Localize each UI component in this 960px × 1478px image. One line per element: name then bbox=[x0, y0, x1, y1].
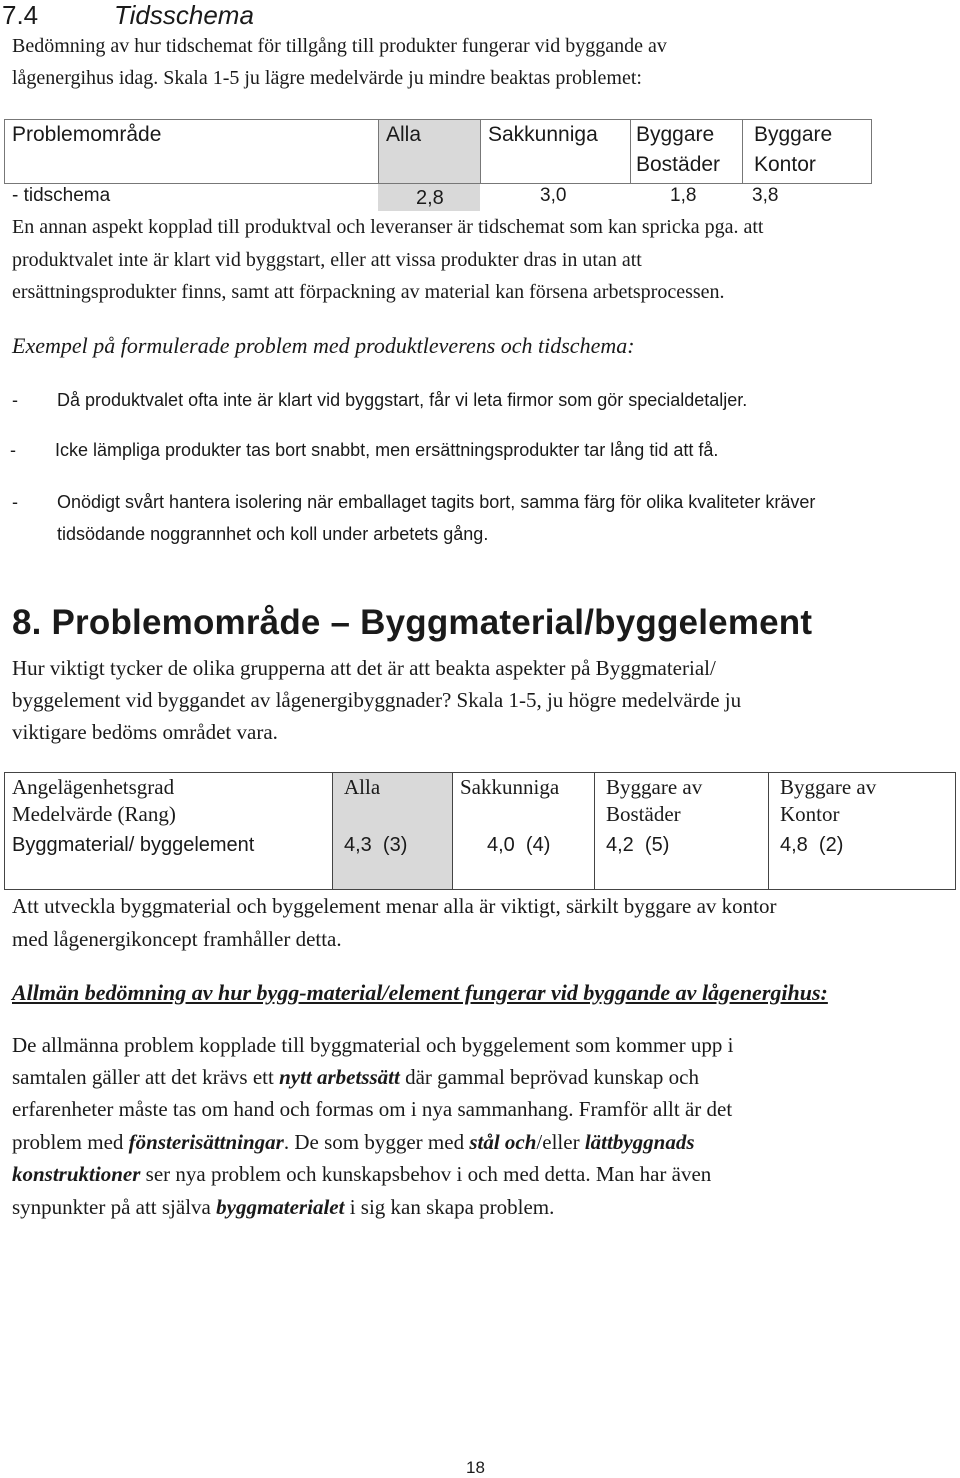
body-emphasis: konstruktioner bbox=[12, 1162, 141, 1186]
value-kontor: 3,8 bbox=[752, 185, 779, 206]
body-text: problem med bbox=[12, 1130, 129, 1154]
intro-line: lågenergihus idag. Skala 1-5 ju lägre medelvärde ju mindre beaktas problemet: bbox=[12, 67, 642, 89]
list-dash: - bbox=[12, 390, 18, 410]
intro-line: Bedömning av hur tidschemat för tillgång till produkter fungerar vid byggande av bbox=[12, 35, 667, 57]
body-text: ser nya problem och kunskapsbehov i och med detta. Man har även bbox=[140, 1162, 712, 1186]
value-sakkunniga: 4,0 (4) bbox=[487, 834, 551, 856]
byggmaterial-table bbox=[4, 772, 956, 890]
value-alla: 2,8 bbox=[416, 187, 444, 209]
header-kontor: Kontor bbox=[780, 802, 840, 826]
list-item-text: Onödigt svårt hantera isolering när emballaget tagits bort, samma färg för olika kvaliteter kräver bbox=[57, 492, 816, 512]
header-angelagenhetsgrad: Angelägenhetsgrad bbox=[12, 775, 175, 799]
value-bostader: 4,2 (5) bbox=[606, 834, 670, 856]
header-alla: Alla bbox=[386, 123, 422, 146]
table-rule bbox=[594, 772, 595, 890]
table-rule bbox=[4, 119, 5, 183]
body-emphasis: fönsterisättningar bbox=[128, 1130, 284, 1154]
body-text: samtalen gäller att det krävs ett bbox=[12, 1065, 280, 1089]
body-line: De allmänna problem kopplade till byggmaterial och byggelement som kommer upp i bbox=[12, 1033, 734, 1057]
value-sakkunniga: 3,0 bbox=[540, 185, 567, 206]
summary-line: Att utveckla byggmaterial och byggelement menar alla är viktigt, särkilt byggare av kontor bbox=[12, 894, 777, 918]
table-rule bbox=[768, 772, 769, 890]
list-item bbox=[12, 492, 942, 548]
header-sakkunniga: Sakkunniga bbox=[460, 775, 560, 799]
body-line bbox=[12, 1065, 699, 1090]
list-item-text: Då produktvalet ofta inte är klart vid byggstart, får vi leta firmor som gör specialdetaljer. bbox=[57, 390, 748, 410]
table-rule bbox=[378, 119, 379, 183]
section-heading: 8. Problemområde – Byggmaterial/byggelement bbox=[12, 603, 813, 642]
list-dash: - bbox=[10, 440, 16, 460]
header-kontor: Kontor bbox=[754, 153, 816, 176]
row-label: - tidschema bbox=[12, 185, 111, 206]
list-item-text: tidsödande noggrannhet och koll under arbetets gång. bbox=[57, 524, 489, 544]
body-line bbox=[12, 1195, 554, 1220]
value-kontor: 4,8 (2) bbox=[780, 834, 844, 856]
row-label: Byggmaterial/ byggelement bbox=[12, 834, 255, 856]
section-title: Tidsschema bbox=[114, 0, 254, 30]
body-emphasis: byggmaterialet bbox=[216, 1195, 345, 1219]
body-text: . De som bygger med bbox=[283, 1130, 470, 1154]
page-number: 18 bbox=[466, 1458, 485, 1477]
table-rule bbox=[742, 119, 743, 183]
paragraph-line: En annan aspekt kopplad till produktval och leveranser är tidschemat som kan spricka pga. att bbox=[12, 216, 764, 238]
summary-line: med lågenergikoncept framhåller detta. bbox=[12, 927, 342, 951]
header-kontor: Byggare av bbox=[780, 775, 877, 799]
table-rule bbox=[332, 772, 333, 890]
body-emphasis: nytt arbetssätt bbox=[279, 1065, 400, 1089]
body-emphasis: stål och bbox=[469, 1130, 537, 1154]
header-bostader: Bostäder bbox=[606, 802, 681, 826]
header-alla: Alla bbox=[344, 775, 381, 799]
body-line bbox=[12, 1162, 711, 1187]
header-medelvarde: Medelvärde (Rang) bbox=[12, 802, 176, 826]
table-rule bbox=[630, 119, 631, 183]
list-item bbox=[10, 440, 910, 464]
intro-line: viktigare bedöms området vara. bbox=[12, 720, 278, 744]
table-rule bbox=[4, 889, 956, 890]
body-text: där gammal beprövad kunskap och bbox=[399, 1065, 700, 1089]
table-rule bbox=[955, 772, 956, 890]
allman-heading: Allmän bedömning av hur bygg-material/element fungerar vid byggande av lågenergihus: bbox=[12, 980, 828, 1005]
table-rule bbox=[4, 772, 956, 773]
paragraph-line: produktvalet inte är klart vid byggstart, eller att vissa produkter dras in utan att bbox=[12, 249, 642, 271]
header-sakkunniga: Sakkunniga bbox=[488, 123, 598, 146]
section-number: 7.4 bbox=[2, 0, 39, 30]
header-bostader: Bostäder bbox=[636, 153, 721, 176]
body-text: i sig kan skapa problem. bbox=[344, 1195, 555, 1219]
table-rule bbox=[4, 772, 5, 890]
intro-line: byggelement vid byggandet av lågenergibyggnader? Skala 1-5, ju högre medelvärde ju bbox=[12, 688, 742, 712]
body-emphasis: lättbyggnads bbox=[584, 1130, 695, 1154]
paragraph-line: ersättningsprodukter finns, samt att förpackning av material kan försena arbetsprocessen. bbox=[12, 281, 725, 303]
body-text: /eller bbox=[536, 1130, 585, 1154]
list-dash: - bbox=[12, 492, 18, 512]
header-bostader: Byggare bbox=[636, 123, 715, 146]
value-bostader: 1,8 bbox=[670, 185, 697, 206]
tidschema-table bbox=[4, 119, 872, 211]
table-rule bbox=[4, 183, 872, 184]
table-rule bbox=[871, 119, 872, 183]
body-line bbox=[12, 1130, 695, 1155]
list-item-text: Icke lämpliga produkter tas bort snabbt, men ersättningsprodukter tar lång tid att få. bbox=[55, 440, 719, 460]
section-heading bbox=[0, 0, 254, 31]
table-rule bbox=[452, 772, 453, 890]
table-rule bbox=[480, 119, 481, 183]
header-bostader: Byggare av bbox=[606, 775, 703, 799]
body-text: synpunkter på att själva bbox=[12, 1195, 217, 1219]
header-problem: Problemområde bbox=[12, 123, 162, 146]
intro-line: Hur viktigt tycker de olika grupperna att det är att beakta aspekter på Byggmaterial/ bbox=[12, 656, 716, 680]
examples-heading: Exempel på formulerade problem med produktleverens och tidschema: bbox=[12, 333, 635, 358]
list-item bbox=[12, 390, 912, 414]
header-kontor: Byggare bbox=[754, 123, 833, 146]
value-alla: 4,3 (3) bbox=[344, 834, 408, 856]
body-line: erfarenheter måste tas om hand och formas om i nya sammanhang. Framför allt är det bbox=[12, 1097, 733, 1121]
